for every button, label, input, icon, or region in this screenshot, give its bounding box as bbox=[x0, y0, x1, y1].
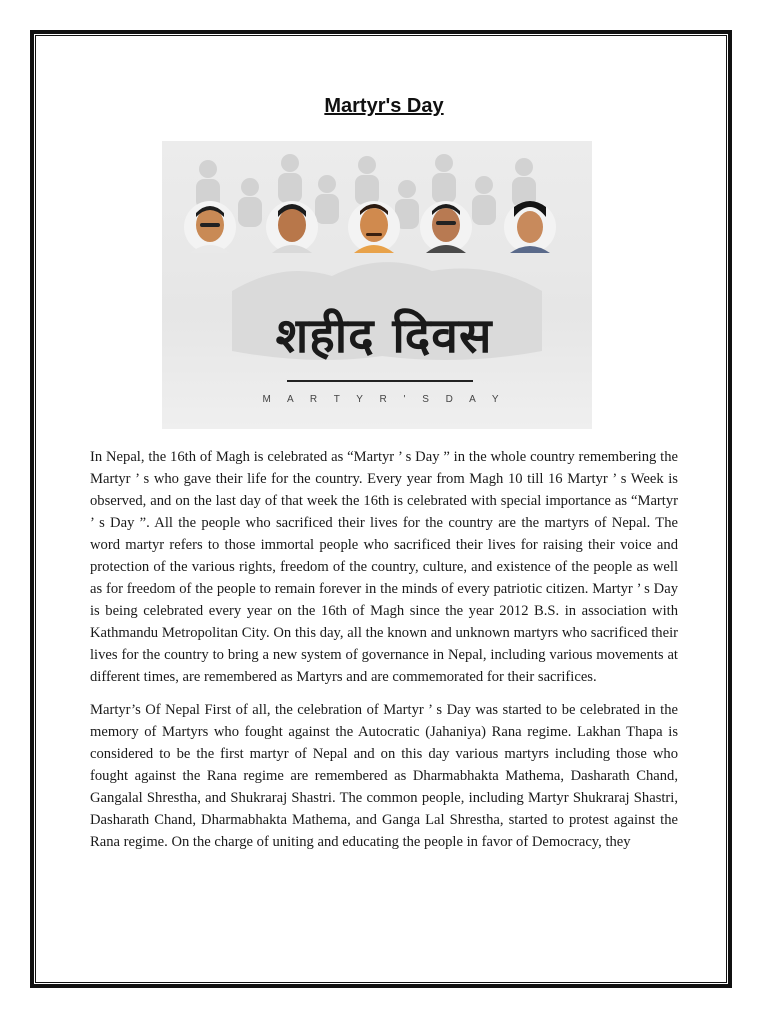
page-title: Martyr's Day bbox=[324, 95, 444, 117]
banner-illustration bbox=[162, 141, 592, 429]
portrait-4 bbox=[420, 201, 472, 253]
martyrs-day-banner-image bbox=[162, 141, 592, 429]
article-body bbox=[90, 446, 678, 864]
paragraph-1: In Nepal, the 16th of Magh is celebrated as “Martyr ’ s Day ” in the whole country remembering the Martyr ’ s who gave their life for the country. Every year from Magh 10 till 16 Martyr ’ s Week is observed, and on the last day of that week the 16th is celebrated with special importance as “Martyr ’ s Day ”. All the people who sacrificed their lives for the country are the martyrs of Nepal. The word martyr refers to those immortal people who sacrificed their lives for raising their voice and protection of the various rights, freedom of the country, culture, and existence of the people as well as for freedom of the people to remain forever in the minds of every patriotic citizen. Martyr ’ s Day is being celebrated every year on the 16th of Magh since the year 2012 B.S. in association with Kathmandu Metropolitan City. On this day, all the known and unknown martyrs who sacrificed their lives for the country to bring a new system of governance in Nepal, including various movements at different times, are remembered as Martyrs and are commemorated for their sacrifices. bbox=[90, 449, 678, 685]
portrait-2 bbox=[266, 201, 318, 253]
portrait-3 bbox=[348, 201, 400, 253]
banner-subtitle: M A R T Y R ' S D A Y bbox=[262, 394, 506, 405]
portrait-1 bbox=[184, 201, 236, 253]
portrait-5 bbox=[504, 201, 556, 253]
banner-hindi-heading: शहीद दिवस bbox=[275, 308, 493, 364]
paragraph-2: Martyr’s Of Nepal First of all, the celebration of Martyr ’ s Day was started to be celebrated in the memory of Martyrs who fought against the Autocratic (Jahaniya) Rana regime. Lakhan Thapa is considered to be the first martyr of Nepal and on this day various martyrs including those who fought against the Rana regime are remembered as Dharmabhakta Mathema, Dasharath Chand, Gangalal Shrestha, and Shukraraj Shastri. The common people, including Martyr Shukraraj Shastri, Dasharath Chand, Dharmabhakta Mathema, and Ganga Lal Shrestha, started to protest against the Rana regime. On the charge of uniting and educating the people in favor of Democracy, they bbox=[90, 702, 678, 850]
banner-divider bbox=[287, 380, 473, 382]
